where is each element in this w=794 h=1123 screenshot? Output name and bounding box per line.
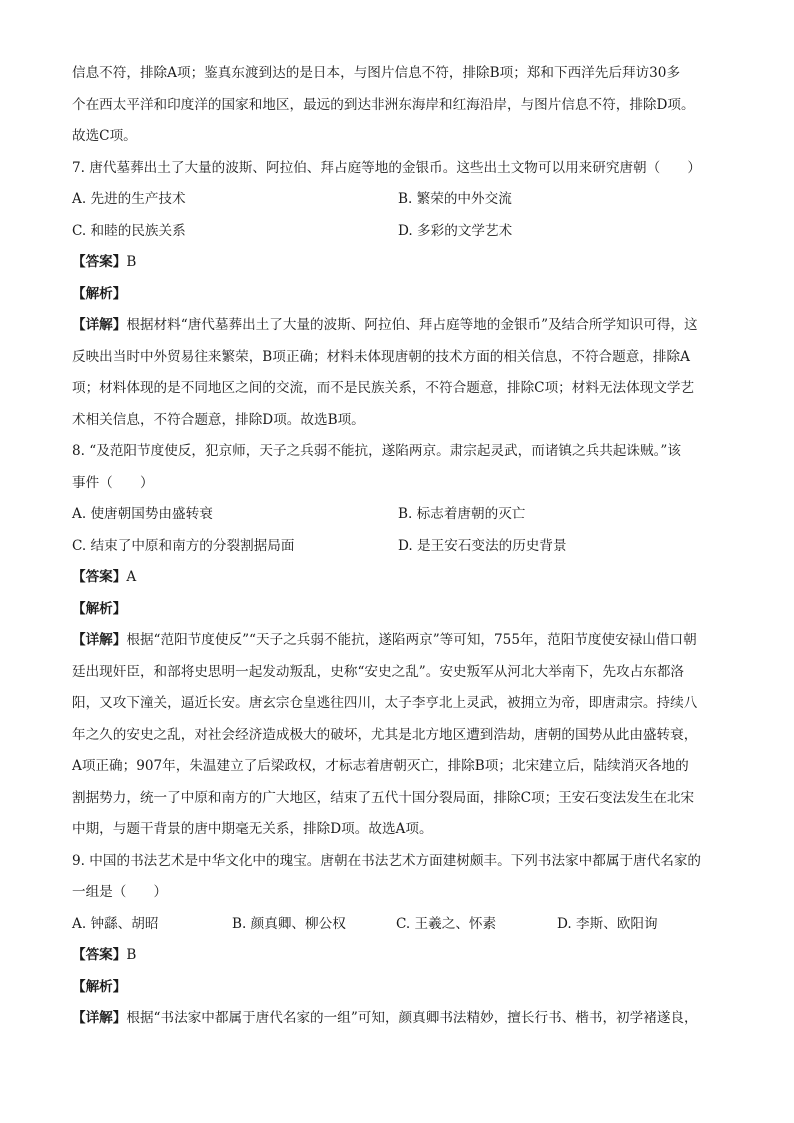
question-8-detail-line: 年之久的安史之乱，对社会经济造成极大的破坏，尤其是北方地区遭到浩劫，唐朝的国势从此由盛转衰， xyxy=(72,726,698,743)
question-8-options-row-1 xyxy=(72,501,724,527)
analysis-tag: 【解析】 xyxy=(72,285,127,302)
question-9-option-c: C. 王羲之、怀素 xyxy=(396,915,497,932)
document-page xyxy=(72,60,724,1037)
question-8-option-c: C. 结束了中原和南方的分裂割据局面 xyxy=(72,537,295,554)
question-8-option-a: A. 使唐朝国势由盛转衰 xyxy=(72,506,213,522)
question-8-detail-line: A项正确；907年，朱温建立了后梁政权，才标志着唐朝灭亡，排除B项；北宋建立后，陆续消灭各地的 xyxy=(72,758,689,774)
question-7-detail-line: 术相关信息，不符合题意，排除D项。故选B项。 xyxy=(72,411,365,428)
answer-value: B xyxy=(126,254,137,270)
question-7-analysis xyxy=(72,281,724,307)
answer-tag: 【答案】 xyxy=(72,569,127,585)
question-8-detail-line: 阳，又攻下潼关，逼近长安。唐玄宗仓皇逃往四川，太子李亨北上灵武，被拥立为帝，即唐肃宗。持续八 xyxy=(72,695,698,711)
detail-text: 根据“范阳节度使反”“天子之兵弱不能抗，遂陷两京”等可知，755年，范阳节度使安禄山借口朝 xyxy=(126,632,697,648)
question-9-stem: 一组是（ ） xyxy=(72,884,168,900)
question-8-analysis xyxy=(72,596,724,622)
detail-tag: 【详解】 xyxy=(72,632,127,648)
analysis-tag: 【解析】 xyxy=(72,600,127,617)
question-8-answer xyxy=(72,564,724,590)
detail-tag: 【详解】 xyxy=(72,317,127,333)
answer-value: A xyxy=(126,569,137,585)
question-9-option-b: B. 颜真卿、柳公权 xyxy=(232,915,346,932)
question-9-analysis xyxy=(72,974,724,1000)
question-8-option-d: D. 是王安石变法的历史背景 xyxy=(398,537,567,554)
question-8-option-b: B. 标志着唐朝的灭亡 xyxy=(398,506,526,522)
question-8-detail-line: 廷出现奸臣，和部将史思明一起发动叛乱，史称“安史之乱”。安史叛军从河北大举南下，先攻占东都洛 xyxy=(72,663,685,680)
answer-tag: 【答案】 xyxy=(72,947,127,963)
detail-tag: 【详解】 xyxy=(72,1010,127,1026)
question-7-options-row-1 xyxy=(72,186,724,212)
question-7-option-b: B. 繁荣的中外交流 xyxy=(398,191,512,207)
question-8-detail-line: 割据势力，统一了中原和南方的广大地区，结束了五代十国分裂局面，排除C项；王安石变法发生在北宋 xyxy=(72,789,695,806)
question-9-options-row xyxy=(72,911,724,937)
question-7-options-row-2 xyxy=(72,218,724,244)
detail-text: 根据“书法家中都属于唐代名家的一组”可知，颜真卿书法精妙，擅长行书、楷书，初学褚遂良， xyxy=(126,1010,698,1026)
question-8-stem: 事件（ ） xyxy=(72,474,154,491)
question-8-detail-line: 中期，与题干背景的唐中期毫无关系，排除D项。故选A项。 xyxy=(72,821,433,837)
question-9-detail-line xyxy=(72,1005,724,1031)
detail-text: 根据材料“唐代墓葬出土了大量的波斯、阿拉伯、拜占庭等地的金银币”及结合所学知识可得，这 xyxy=(126,317,698,333)
question-8-options-row-2 xyxy=(72,533,724,559)
question-7-option-a: A. 先进的生产技术 xyxy=(72,191,186,207)
question-7-answer xyxy=(72,249,724,275)
question-9-option-d: D. 李斯、欧阳询 xyxy=(557,915,658,932)
analysis-tag: 【解析】 xyxy=(72,978,127,995)
question-7-detail-line xyxy=(72,312,724,338)
question-9-answer xyxy=(72,942,724,968)
question-9-option-a: A. 钟繇、胡昭 xyxy=(72,915,159,932)
answer-value: B xyxy=(126,947,137,963)
intro-line: 个在西太平洋和印度洋的国家和地区，最远的到达非洲东海岸和红海沿岸，与图片信息不符，排除D项。 xyxy=(72,96,695,113)
question-7-stem: 7. 唐代墓葬出土了大量的波斯、阿拉伯、拜占庭等地的金银币。这些出土文物可以用来研究唐朝（ ） xyxy=(72,159,702,176)
question-8-stem: 8. “及范阳节度使反，犯京师，天子之兵弱不能抗，遂陷两京。肃宗起灵武，而诸镇之兵共起诛贼。”该 xyxy=(72,443,681,459)
question-7-detail-line: 项；材料体现的是不同地区之间的交流，而不是民族关系，不符合题意，排除C项；材料无法体现文学艺 xyxy=(72,380,695,396)
question-9-stem: 9. 中国的书法艺术是中华文化中的瑰宝。唐朝在书法艺术方面建树颇丰。下列书法家中都属于唐代名家的 xyxy=(72,852,702,869)
question-7-option-d: D. 多彩的文学艺术 xyxy=(398,222,513,239)
intro-line: 信息不符，排除A项；鉴真东渡到达的是日本，与图片信息不符，排除B项；郑和下西洋先后拜访30多 xyxy=(72,65,681,81)
question-7-detail-line: 反映出当时中外贸易往来繁荣，B项正确；材料未体现唐朝的技术方面的相关信息，不符合题意，排除A xyxy=(72,348,690,365)
question-8-detail-line xyxy=(72,627,724,653)
answer-tag: 【答案】 xyxy=(72,254,127,270)
question-7-option-c: C. 和睦的民族关系 xyxy=(72,222,186,239)
intro-line: 故选C项。 xyxy=(72,128,137,144)
